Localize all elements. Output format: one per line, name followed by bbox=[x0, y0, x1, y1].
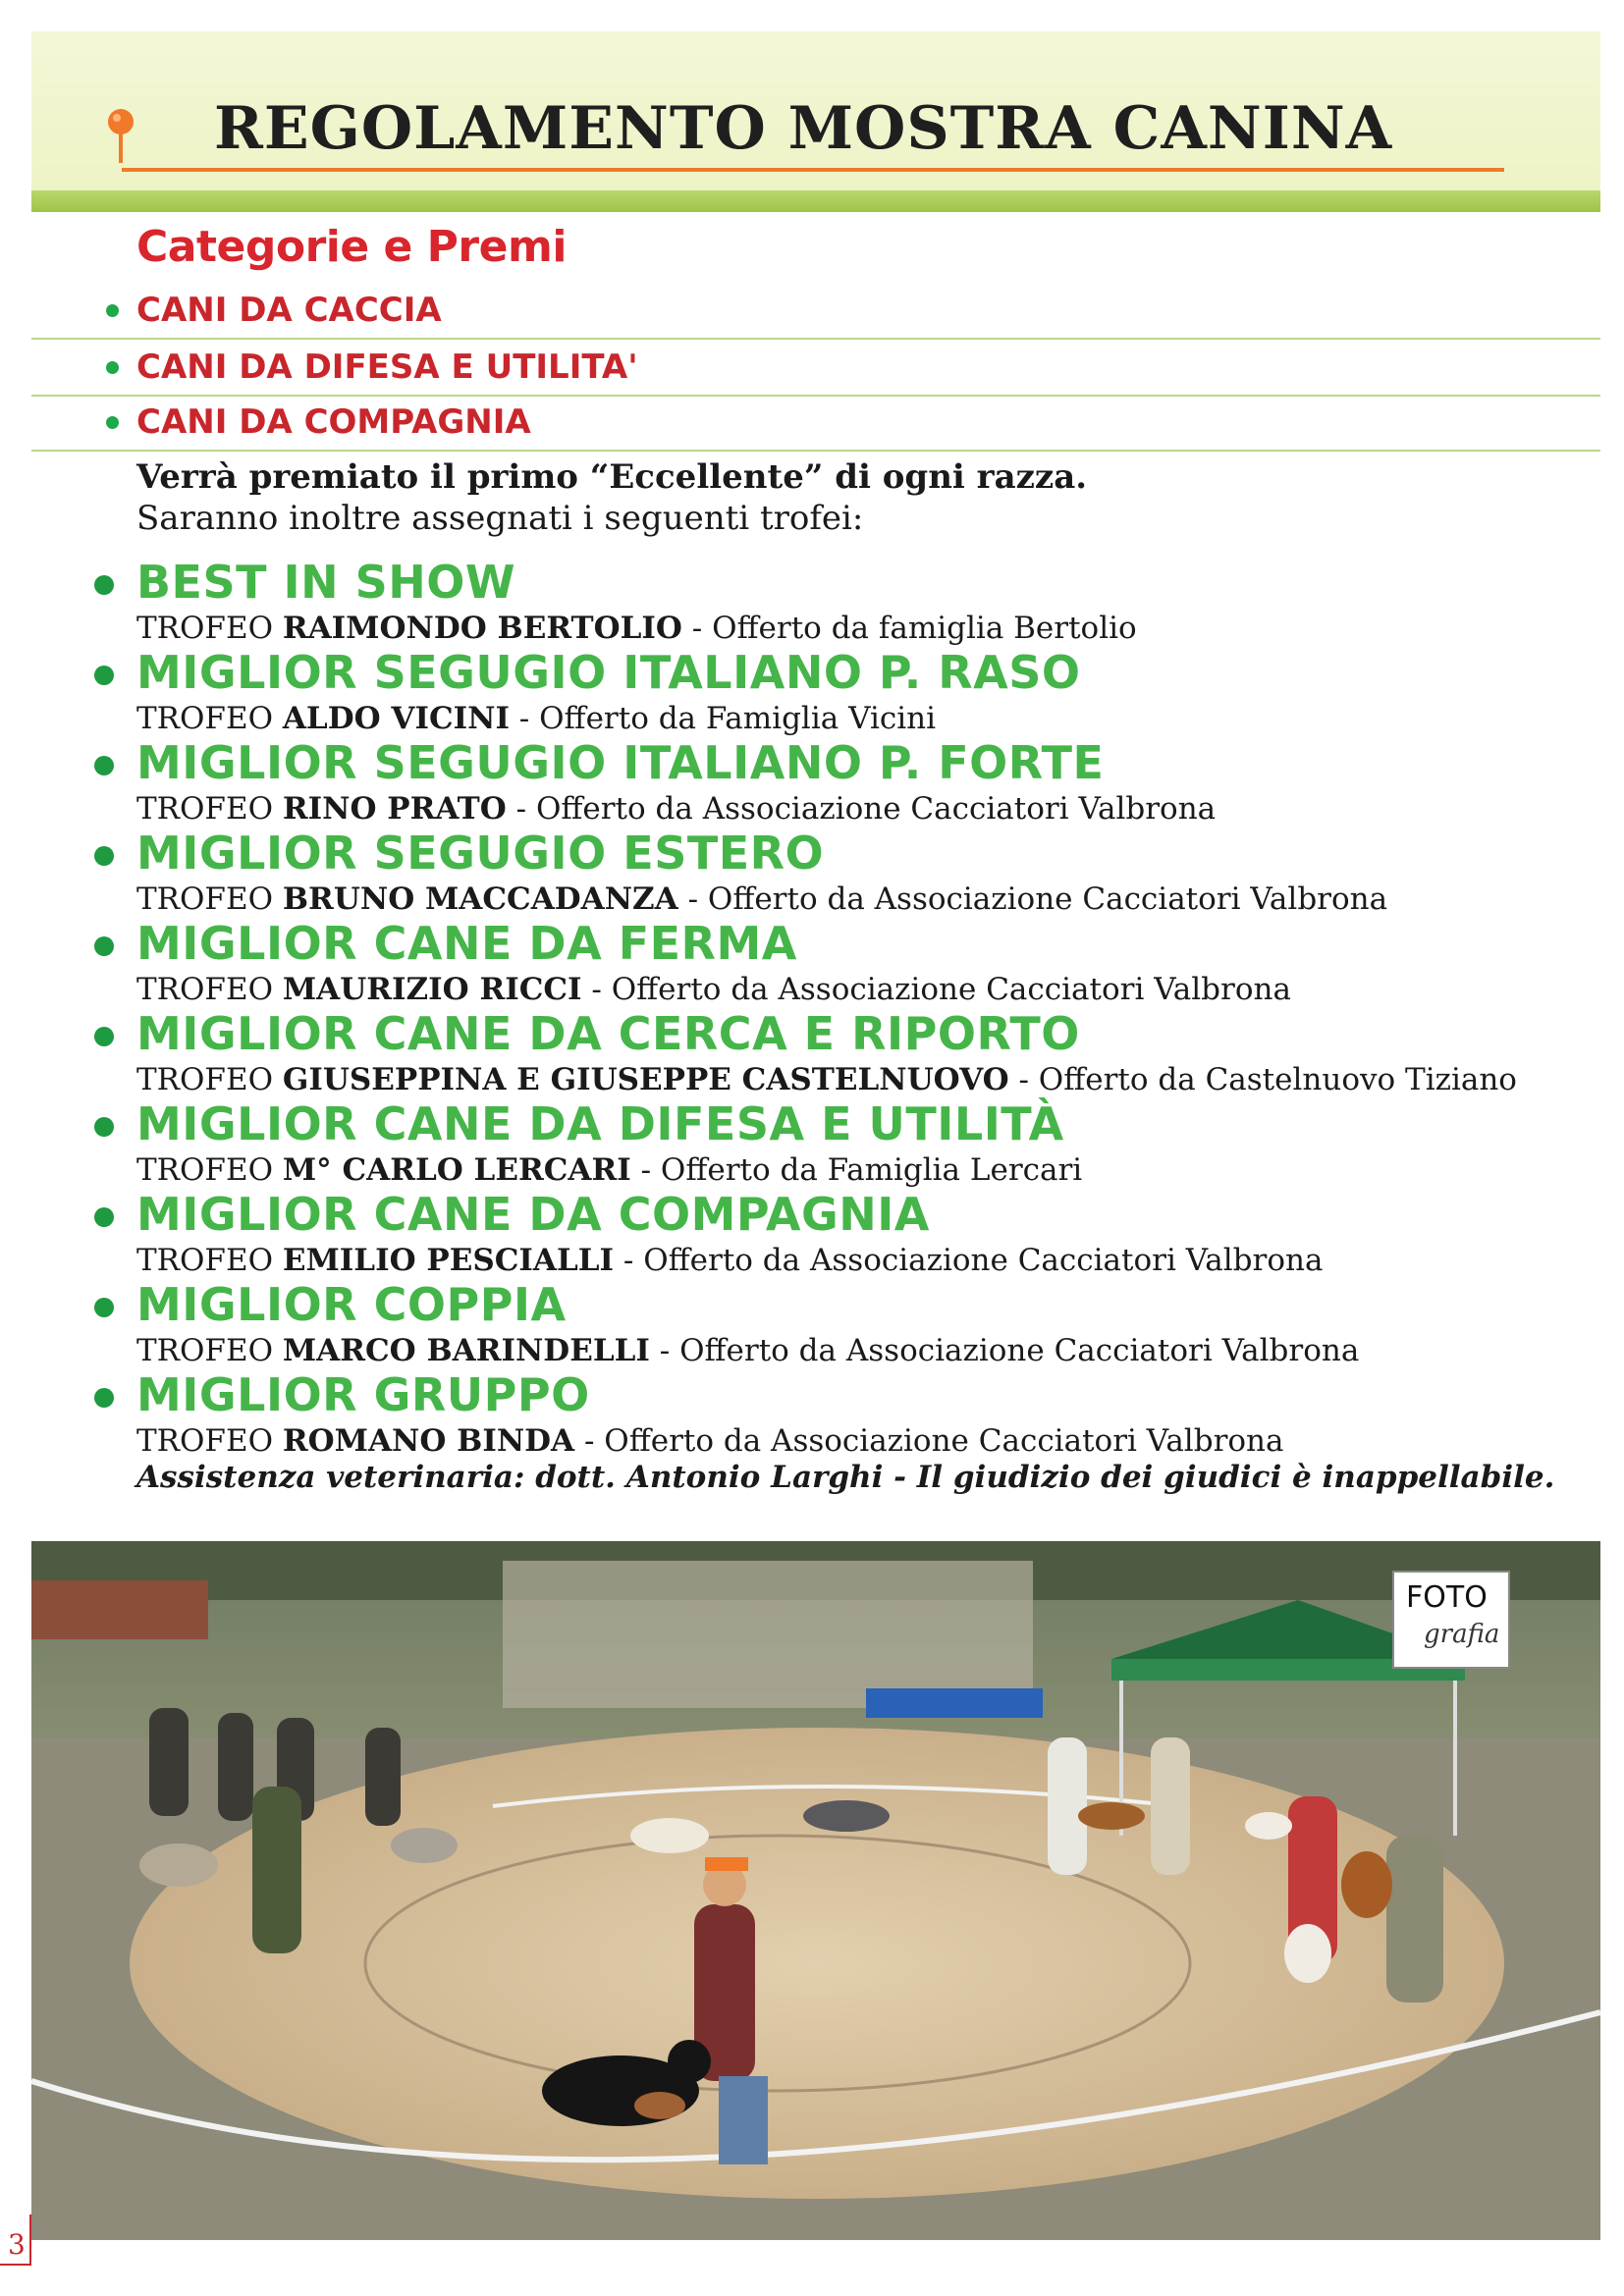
category-label: CANI DA DIFESA E UTILITA' bbox=[136, 347, 638, 387]
award-item bbox=[0, 917, 1624, 1007]
category-label: CANI DA CACCIA bbox=[136, 291, 442, 330]
category-row bbox=[31, 283, 1600, 340]
trophy-name: MAURIZIO RICCI bbox=[282, 972, 582, 1007]
award-item bbox=[0, 556, 1624, 646]
bullet-icon bbox=[94, 756, 114, 775]
trophy-name: EMILIO PESCIALLI bbox=[282, 1243, 615, 1278]
award-trophy: TROFEO MARCO BARINDELLI - Offerto da Associazione Cacciatori Valbrona bbox=[136, 1333, 1360, 1368]
logo-foto-text: FOTO bbox=[1406, 1580, 1488, 1615]
bullet-icon bbox=[106, 416, 119, 429]
award-title: MIGLIOR CANE DA CERCA E RIPORTO bbox=[136, 1007, 1080, 1060]
award-title: MIGLIOR SEGUGIO ESTERO bbox=[136, 827, 825, 880]
award-title: MIGLIOR CANE DA DIFESA E UTILITÀ bbox=[136, 1097, 1064, 1150]
dog-show-scene-illustration bbox=[31, 1541, 1600, 2240]
trophy-name: BRUNO MACCADANZA bbox=[282, 881, 678, 917]
bullet-icon bbox=[94, 846, 114, 866]
dog-show-photo bbox=[31, 1541, 1600, 2240]
category-label: CANI DA COMPAGNIA bbox=[136, 402, 531, 442]
trophy-name: RAIMONDO BERTOLIO bbox=[282, 611, 682, 646]
award-trophy: TROFEO M° CARLO LERCARI - Offerto da Famiglia Lercari bbox=[136, 1152, 1083, 1188]
award-trophy: TROFEO RINO PRATO - Offerto da Associazione Cacciatori Valbrona bbox=[136, 791, 1217, 827]
award-item bbox=[0, 736, 1624, 827]
award-item bbox=[0, 1368, 1624, 1459]
header-strip bbox=[31, 190, 1600, 212]
award-trophy: TROFEO EMILIO PESCIALLI - Offerto da Associazione Cacciatori Valbrona bbox=[136, 1243, 1324, 1278]
foto-grafia-logo bbox=[1392, 1571, 1510, 1669]
intro-line-2: Saranno inoltre assegnati i seguenti trofei: bbox=[136, 499, 864, 538]
trophy-name: GIUSEPPINA E GIUSEPPE CASTELNUOVO bbox=[282, 1062, 1009, 1097]
award-trophy: TROFEO RAIMONDO BERTOLIO - Offerto da famiglia Bertolio bbox=[136, 611, 1137, 646]
trophy-name: MARCO BARINDELLI bbox=[282, 1333, 650, 1368]
category-row bbox=[31, 340, 1600, 397]
bullet-icon bbox=[106, 361, 119, 374]
award-title: MIGLIOR GRUPPO bbox=[136, 1368, 590, 1421]
categories-title: Categorie e Premi bbox=[136, 222, 567, 272]
award-trophy: TROFEO BRUNO MACCADANZA - Offerto da Associazione Cacciatori Valbrona bbox=[136, 881, 1388, 917]
award-title: BEST IN SHOW bbox=[136, 556, 516, 609]
bullet-icon bbox=[94, 1027, 114, 1046]
award-item bbox=[0, 827, 1624, 917]
page-number: 3 bbox=[8, 2228, 26, 2261]
award-title: MIGLIOR CANE DA FERMA bbox=[136, 917, 797, 970]
award-title: MIGLIOR SEGUGIO ITALIANO P. FORTE bbox=[136, 736, 1105, 789]
award-item bbox=[0, 1188, 1624, 1278]
bullet-icon bbox=[94, 1388, 114, 1408]
trophy-name: M° CARLO LERCARI bbox=[282, 1152, 631, 1188]
award-item bbox=[0, 646, 1624, 736]
award-trophy: TROFEO ALDO VICINI - Offerto da Famiglia Vicini bbox=[136, 701, 937, 736]
award-item bbox=[0, 1278, 1624, 1368]
award-title: MIGLIOR CANE DA COMPAGNIA bbox=[136, 1188, 930, 1241]
bullet-icon bbox=[94, 575, 114, 595]
bullet-icon bbox=[94, 936, 114, 956]
bullet-icon bbox=[94, 1207, 114, 1227]
award-title: MIGLIOR SEGUGIO ITALIANO P. RASO bbox=[136, 646, 1081, 699]
title-underline bbox=[122, 168, 1504, 172]
trophy-name: ROMANO BINDA bbox=[282, 1423, 575, 1459]
trophy-name: ALDO VICINI bbox=[282, 701, 510, 736]
award-title: MIGLIOR COPPIA bbox=[136, 1278, 567, 1331]
page-title: REGOLAMENTO MOSTRA CANINA bbox=[214, 94, 1393, 163]
logo-grafia-text: grafia bbox=[1424, 1620, 1500, 1649]
trophy-name: RINO PRATO bbox=[282, 791, 507, 827]
award-item bbox=[0, 1007, 1624, 1097]
intro-line-1: Verrà premiato il primo “Eccellente” di ogni razza. bbox=[136, 457, 1088, 497]
bullet-icon bbox=[106, 304, 119, 317]
category-row bbox=[31, 395, 1600, 452]
bullet-icon bbox=[94, 666, 114, 685]
award-trophy: TROFEO MAURIZIO RICCI - Offerto da Associazione Cacciatori Valbrona bbox=[136, 972, 1291, 1007]
map-pin-icon bbox=[104, 108, 137, 163]
award-trophy: TROFEO ROMANO BINDA - Offerto da Associazione Cacciatori Valbrona bbox=[136, 1423, 1284, 1459]
bullet-icon bbox=[94, 1298, 114, 1317]
award-item bbox=[0, 1097, 1624, 1188]
footnote: Assistenza veterinaria: dott. Antonio Larghi - Il giudizio dei giudici è inappellabile. bbox=[136, 1460, 1555, 1495]
award-trophy: TROFEO GIUSEPPINA E GIUSEPPE CASTELNUOVO - Offerto da Castelnuovo Tiziano bbox=[136, 1062, 1517, 1097]
bullet-icon bbox=[94, 1117, 114, 1137]
